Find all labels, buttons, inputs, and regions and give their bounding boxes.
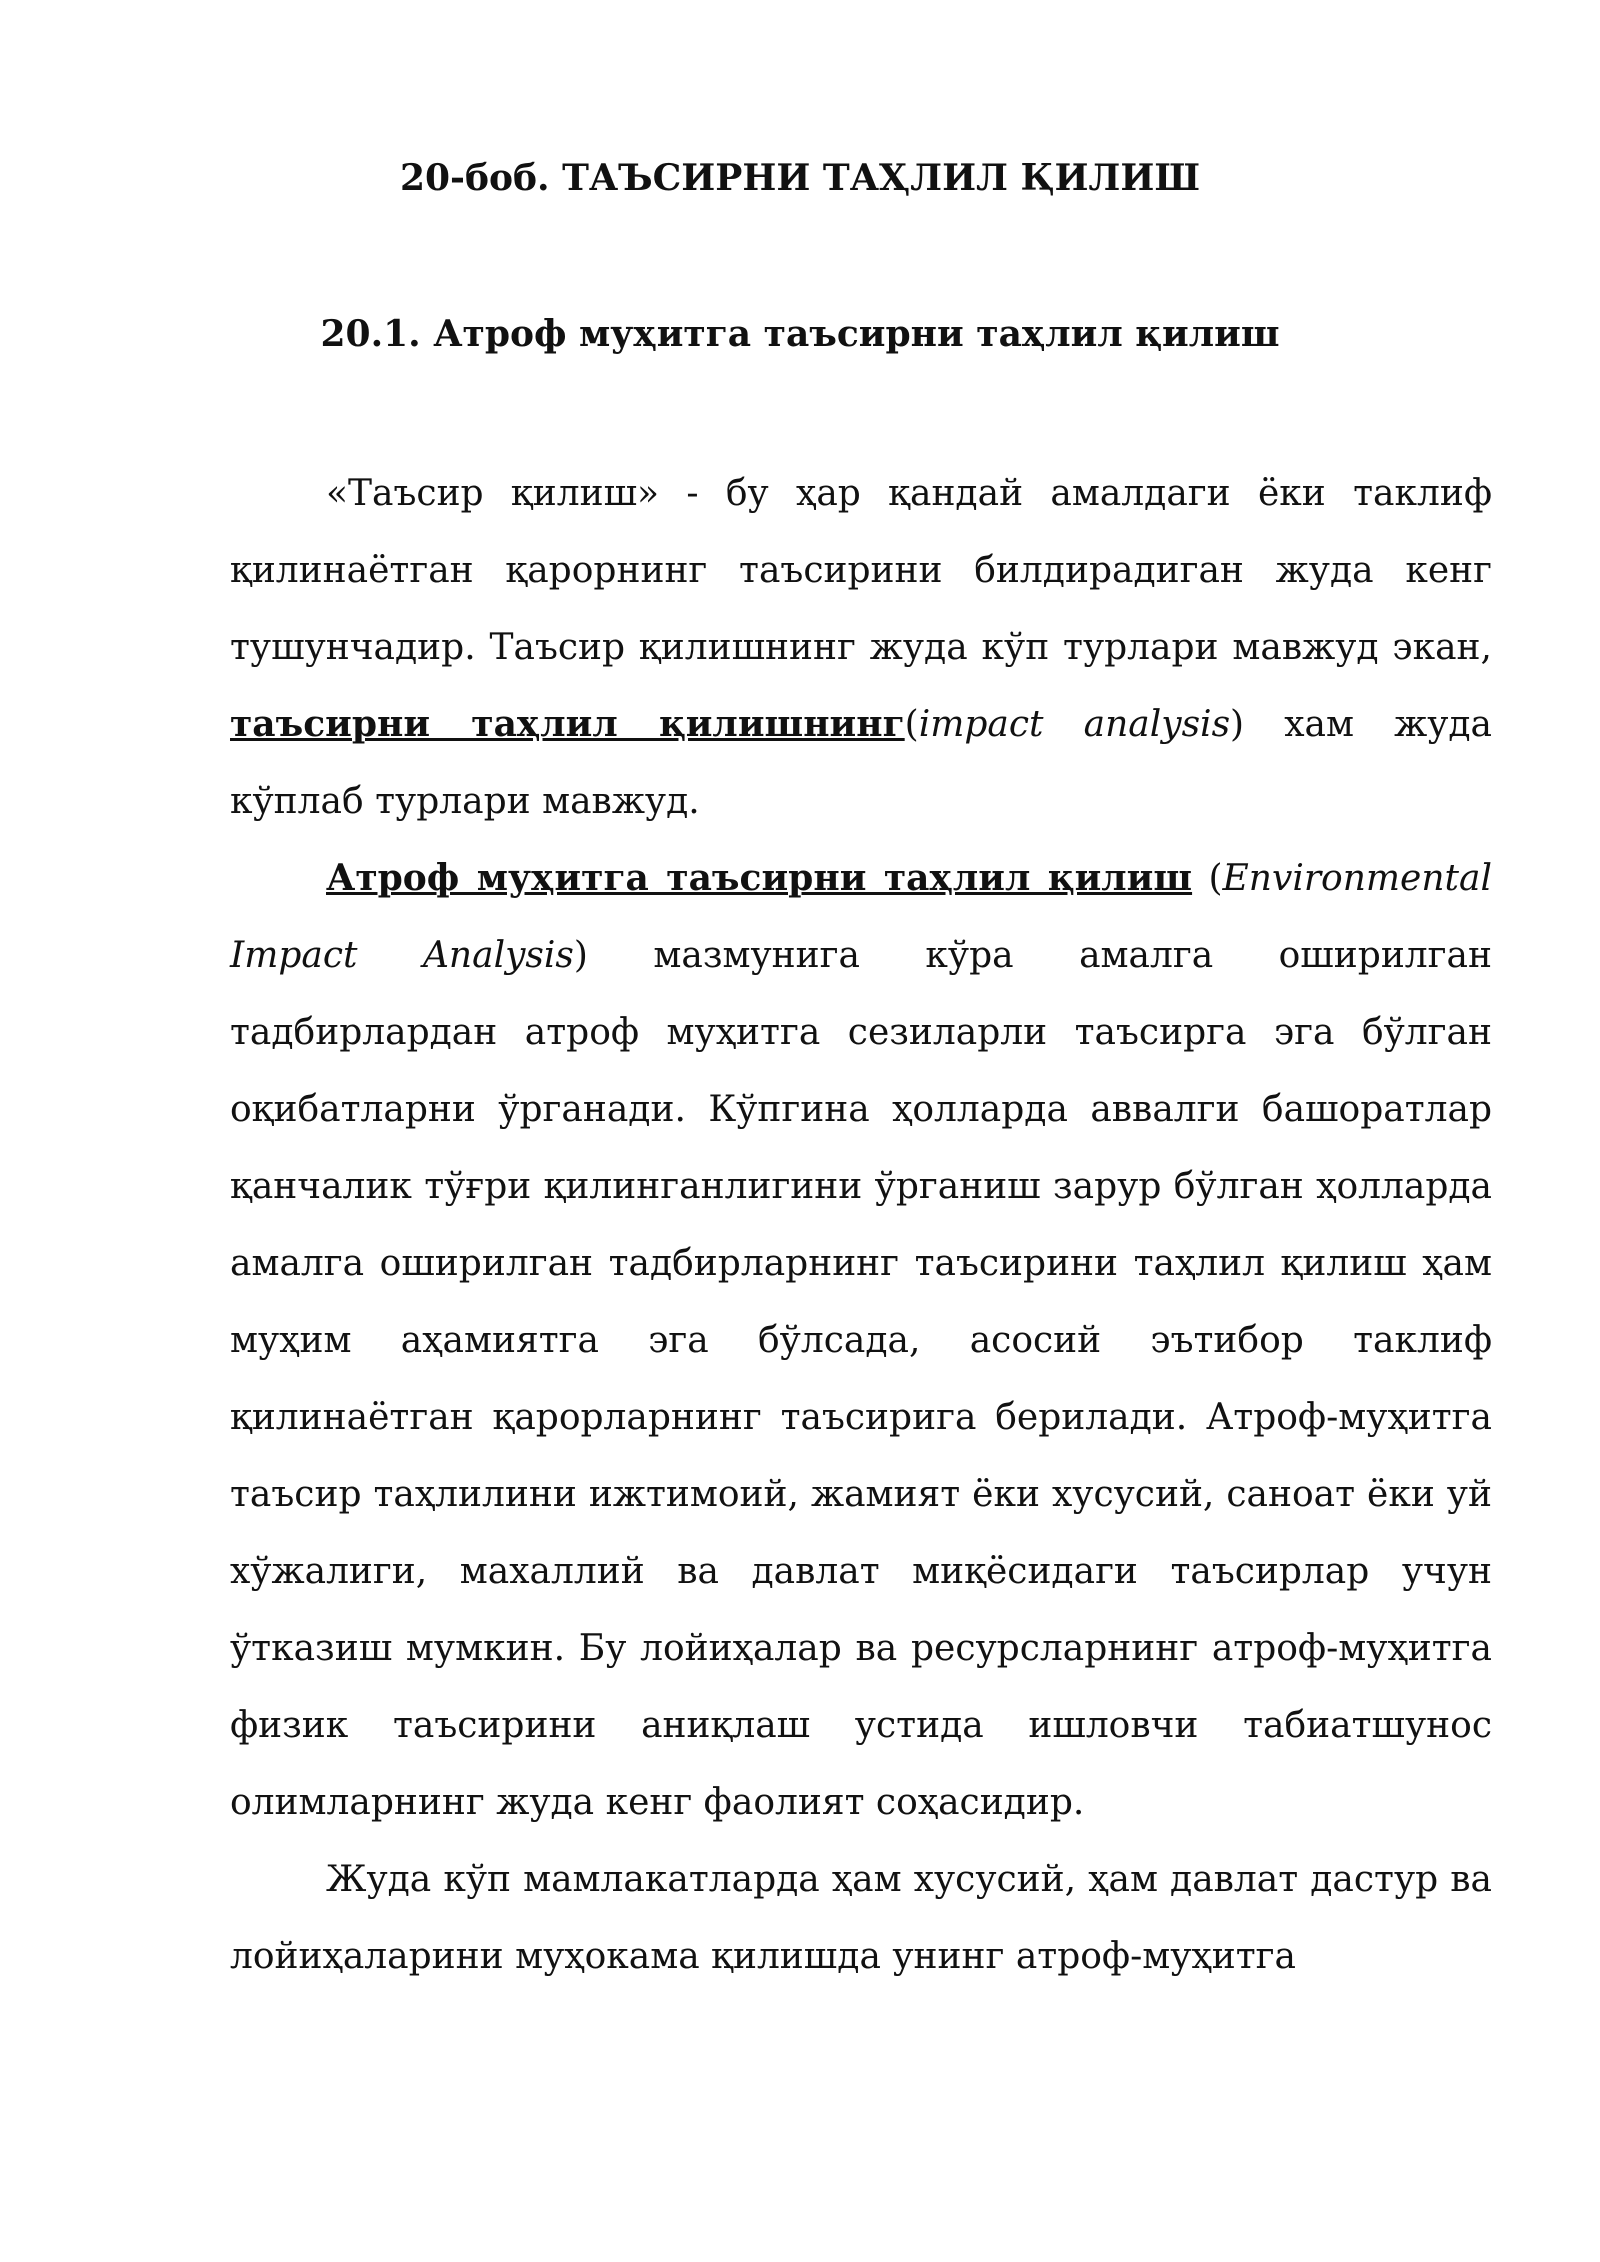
paragraph-text: ) мазмунига кўра амалга оширилган тадбирлардан атроф муҳитга сезиларли таъсирга эга бўлган оқибатларни ўрганади. Кўпгина ҳолларда аввалги башоратлар қанчалик тўғри қилинганлигини ўрганиш зарур бўлган ҳолларда амалга оширилган тадбирларнинг таъсирини таҳлил қилиш ҳам муҳим аҳамиятга эга бўлсада, асосий эътибор таклиф қилинаётган қарорларнинг таъсирига берилади. Атроф-муҳитга таъсир таҳлилини ижтимоий, жамият ёки хусусий, саноат ёки уй хўжалиги, махаллий ва давлат миқёсидаги таъсирлар учун ўтказиш мумкин. Бу лойиҳалар ва ресурсларнинг атроф-муҳитга физик таъсирини аниқлаш устида ишловчи табиатшунос олимларнинг жуда кенг фаолият соҳасидир. [230, 935, 1492, 1823]
paragraph-countries [230, 1841, 1492, 1995]
paragraph-text: «Таъсир қилиш» - бу ҳар қандай амалдаги ёки таклиф қилинаётган қарорнинг таъсирини билдирадиган жуда кенг тушунчадир. Таъсир қилишнинг жуда кўп турлари мавжуд экан, [230, 473, 1492, 668]
open-paren: ( [904, 704, 919, 745]
key-term-environmental-impact-analysis: Атроф муҳитга таъсирни таҳлил қилиш [326, 857, 1193, 899]
key-term-impact-analysis: таъсирни таҳлил қилишнинг [230, 703, 905, 745]
english-term: Environmental Impact Analysis [230, 858, 1492, 976]
english-term: impact analysis [918, 704, 1231, 745]
body-text [230, 455, 1492, 1995]
paragraph-environmental-impact [230, 840, 1492, 1841]
paragraph-text: Жуда кўп мамлакатларда ҳам хусусий, ҳам давлат дастур ва лойиҳаларини муҳокама қилишда унинг атроф-муҳитга [230, 1859, 1492, 1977]
paragraph-text: ) хам жуда кўплаб турлари мавжуд. [230, 704, 1492, 822]
chapter-title: 20-боб. ТАЪСИРНИ ТАҲЛИЛ ҚИЛИШ [399, 157, 1201, 199]
paragraph-impact-definition [230, 455, 1492, 840]
section-title: 20.1. Атроф муҳитга таъсирни таҳлил қилиш [320, 313, 1280, 355]
open-paren: ( [1192, 858, 1223, 899]
